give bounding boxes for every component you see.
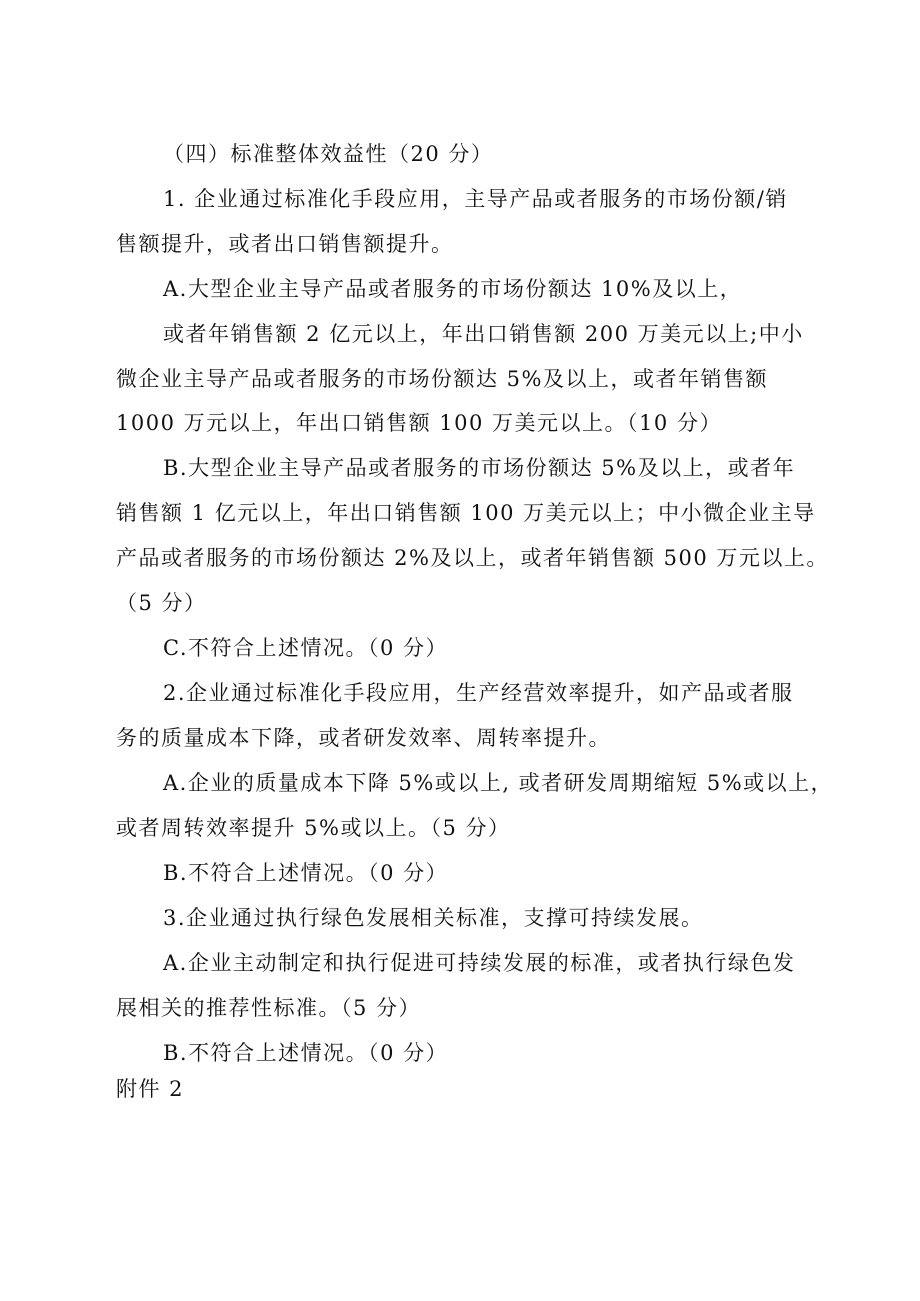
item1-option-a-line-4: 1000 万元以上，年出口销售额 100 万美元以上。（10 分） (116, 411, 722, 435)
item1-option-a-line-2: 或者年销售额 2 亿元以上，年出口销售额 200 万美元以上;中小 (163, 322, 804, 346)
item1-option-b-line-4: （5 分） (116, 591, 207, 615)
item3-option-a-line-2: 展相关的推荐性标准。（5 分） (116, 996, 422, 1020)
item2-option-a-line-1: A.企业的质量成本下降 5%或以上, 或者研发周期缩短 5%或以上， (163, 771, 834, 795)
item1-option-a-line-3: 微企业主导产品或者服务的市场份额达 5%及以上，或者年销售额 (116, 367, 768, 391)
item1-option-a-line-1: A.大型企业主导产品或者服务的市场份额达 10%及以上， (163, 277, 743, 301)
item2-option-a-line-2: 或者周转效率提升 5%或以上。（5 分） (116, 816, 511, 840)
item1-option-b-line-3: 产品或者服务的市场份额达 2%及以上，或者年销售额 500 万元以上。 (116, 546, 829, 570)
item1-option-b-line-1: B.大型企业主导产品或者服务的市场份额达 5%及以上，或者年 (163, 456, 796, 480)
item3-title: 3.企业通过执行绿色发展相关标准，支撑可持续发展。 (163, 906, 704, 930)
item1-option-b-line-2: 销售额 1 亿元以上，年出口销售额 100 万美元以上；中小微企业主导 (116, 501, 816, 525)
item2-title-line-1: 2.企业通过标准化手段应用，生产经营效率提升，如产品或者服 (163, 681, 794, 705)
section-heading: （四）标准整体效益性（20 分） (163, 142, 494, 166)
item1-title-line-1: 1. 企业通过标准化手段应用，主导产品或者服务的市场份额/销 (163, 187, 788, 211)
item3-option-b: B.不符合上述情况。（0 分） (163, 1041, 449, 1065)
item1-title-line-2: 售额提升，或者出口销售额提升。 (116, 232, 454, 256)
item2-option-b: B.不符合上述情况。（0 分） (163, 861, 449, 885)
item2-title-line-2: 务的质量成本下降，或者研发效率、周转率提升。 (116, 726, 611, 750)
attachment-label: 附件 2 (116, 1077, 185, 1101)
item1-option-c: C.不符合上述情况。（0 分） (163, 636, 449, 660)
item3-option-a-line-1: A.企业主动制定和执行促进可持续发展的标准，或者执行绿色发 (163, 951, 796, 975)
